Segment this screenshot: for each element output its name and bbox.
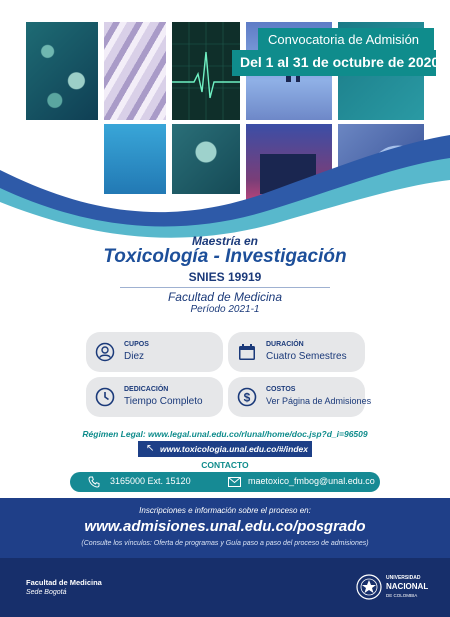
clock-icon [95,387,115,407]
program-type: Maestría en [191,234,259,248]
divider [120,287,330,288]
call-text: Convocatoria de Admisión [268,32,420,47]
cupos-value: Diez [124,351,145,362]
cursor-icon: ↖ [146,443,155,454]
logo-line2: NACIONAL [386,582,429,591]
admissions-note: (Consulte los vínculos: Oferta de programas y Guía paso a paso del proceso de admisiones) [81,540,369,547]
university-seal-icon [356,572,382,602]
program-url-button[interactable] [138,441,312,457]
calendar-icon [237,342,257,362]
admissions-intro: Inscripciones e información sobre el proceso en: [139,506,311,515]
duracion-card [228,332,365,372]
admissions-url[interactable]: www.admisiones.unal.edu.co/posgrado [84,518,366,535]
footer [0,558,450,617]
email-address[interactable]: maetoxico_fmbog@unal.edu.co [248,476,375,486]
costos-card [228,377,372,417]
faculty-name: Facultad de Medicina [167,290,283,304]
dedicacion-card [86,377,223,417]
program-name: Toxicología - Investigación [103,246,347,267]
regimen-link[interactable]: Régimen Legal: www.legal.unal.edu.co/rlunal/home/doc.jsp?d_i=96509 [82,429,368,439]
contact-bar [70,472,380,492]
phone-number[interactable]: 3165000 Ext. 15120 [110,476,191,486]
admissions-panel [0,498,450,558]
program-url[interactable]: www.toxicologia.unal.edu.co/#/index [160,444,308,454]
user-icon [95,342,115,362]
dedicacion-label: DEDICACIÓN [124,386,169,393]
mail-icon [228,477,241,487]
cupos-label: CUPOS [124,341,149,348]
footer-campus: Sede Bogotá [26,589,67,596]
call-banner [258,28,434,52]
snies-code: SNIES 19919 [188,270,262,284]
cupos-card [86,332,223,372]
heartbeat-photo [172,22,240,120]
costos-label: COSTOS [266,386,296,393]
costos-value: Ver Página de Admisiones [266,396,372,406]
lab-photo [104,22,166,120]
dates-text: Del 1 al 31 de octubre de 2020 [240,54,440,70]
dates-banner [232,50,440,76]
dollar-icon [237,387,257,407]
duracion-value: Cuatro Semestres [266,351,347,362]
logo-line1: UNIVERSIDAD [386,575,421,581]
dedicacion-value: Tiempo Completo [124,396,203,407]
contact-title: CONTACTO [201,460,249,470]
logo-line3: DE COLOMBIA [386,593,418,598]
pills-photo [26,22,98,120]
duracion-label: DURACIÓN [266,341,304,348]
svg-text:$: $ [243,390,251,405]
phone-icon [88,476,100,488]
period: Período 2021-1 [190,304,260,315]
footer-faculty: Facultad de Medicina [26,578,102,587]
